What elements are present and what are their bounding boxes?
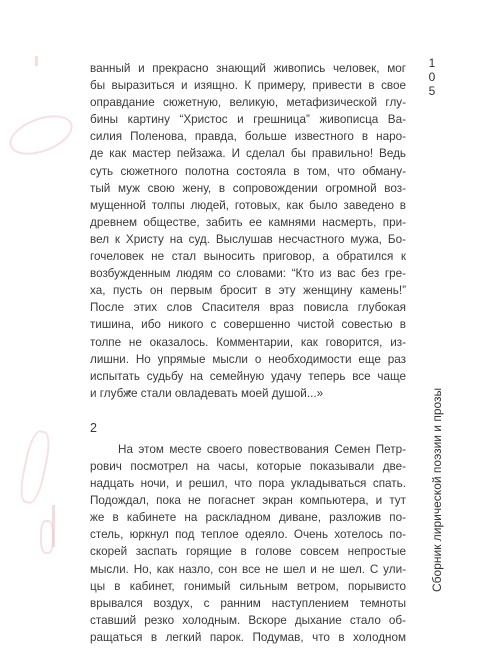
section-number: 2 (90, 420, 97, 435)
text-line: На этом месте своего повествования Семен Петр- (118, 442, 406, 456)
text-line: врывался воздух, с ранним наступлением темноты (90, 596, 406, 610)
text-line: стель, юркнул под теплое одеяло. Очень хотелось по- (90, 528, 406, 542)
text-line: скорей заспать горящие в голове совсем непростые (90, 545, 406, 559)
page-number-digit: 1 (428, 56, 436, 70)
text-line: же в кабинете на раскладном диване, разложив по- (90, 511, 406, 525)
paragraph-2 (90, 441, 406, 646)
page-number-digit: 0 (428, 70, 436, 84)
text-line: древнем обществе, забить ее камнями насмерть, при- (90, 215, 406, 229)
text-line: испытать судьбу на семейную удачу теперь все чаще (90, 369, 406, 383)
text-line: лишни. Но упрямые мысли о необходимости еще раз (90, 352, 406, 366)
text-line: тишина, ибо никого с совершенно чистой совестью в (90, 318, 406, 332)
text-line: бины картину “Христос и грешница” живописца Ва- (90, 113, 406, 127)
text-line: После этих слов Спасителя враз повисла глубокая (90, 301, 406, 315)
text-line: цы в кабинет, гонимый сильным ветром, порывисто (90, 579, 406, 593)
text-line: суть сюжетного полотна состояла в том, что обману- (90, 164, 406, 178)
page-number-digit: 5 (428, 84, 436, 98)
text-line: рович посмотрел на часы, которые показывали две- (90, 459, 406, 473)
text-line: ванный и прекрасно знающий живопись человек, мог (90, 62, 406, 75)
text-line: толпе не оказалось. Комментарии, как говорится, из- (90, 335, 406, 349)
text-line: Подождал, пока не погаснет экран компьютера, и тут (90, 494, 406, 508)
text-line: тый муж свою жену, в сопровождении огромной воз- (90, 181, 406, 195)
text-line: ращаться в легкий парок. Подумав, что в холодном (90, 630, 406, 644)
paragraph-1 (90, 60, 406, 402)
bleed-through-mark (4, 108, 78, 163)
text-line: вел к Христу на суд. Выслушав несчастного мужа, Бо- (90, 232, 406, 246)
text-line: надцать ночи, и решил, что пора укладываться спать. (90, 477, 406, 491)
text-line: гочеловек не стал выносить приговор, а обратился к (90, 250, 406, 264)
text-line: мущенной толпы людей, готовых, как было заведено в (90, 198, 406, 212)
text-line: мысли. Но, как назло, сон все не шел и не шел. С ули- (90, 562, 406, 576)
text-line: и глубже стали овладевать моей душой...» (90, 386, 324, 400)
text-line: бы выразиться и изящно. К примеру, привести в свое (90, 79, 406, 93)
bleed-through-mark (17, 429, 54, 506)
text-line: оправдание сюжетную, великую, метафизической глу- (90, 96, 406, 110)
text-line: возбужденным людям со словами: “Кто из вас без гре- (90, 267, 406, 281)
bleed-through-mark (52, 505, 55, 547)
body-text (90, 60, 406, 646)
bleed-through-mark (35, 56, 38, 66)
text-line: ха, пусть он первым бросит в эту женщину камень!” (90, 284, 406, 298)
text-line: ставший резко холодным. Вскоре дыхание стало об- (90, 613, 406, 627)
running-title: Сборник лирической поэзии и прозы (430, 387, 444, 592)
page-number (424, 56, 440, 98)
text-line: силия Поленова, правда, больше известного в наро- (90, 130, 406, 144)
text-line: де как мастер пейзажа. И сделал бы правильно! Ведь (90, 147, 406, 161)
